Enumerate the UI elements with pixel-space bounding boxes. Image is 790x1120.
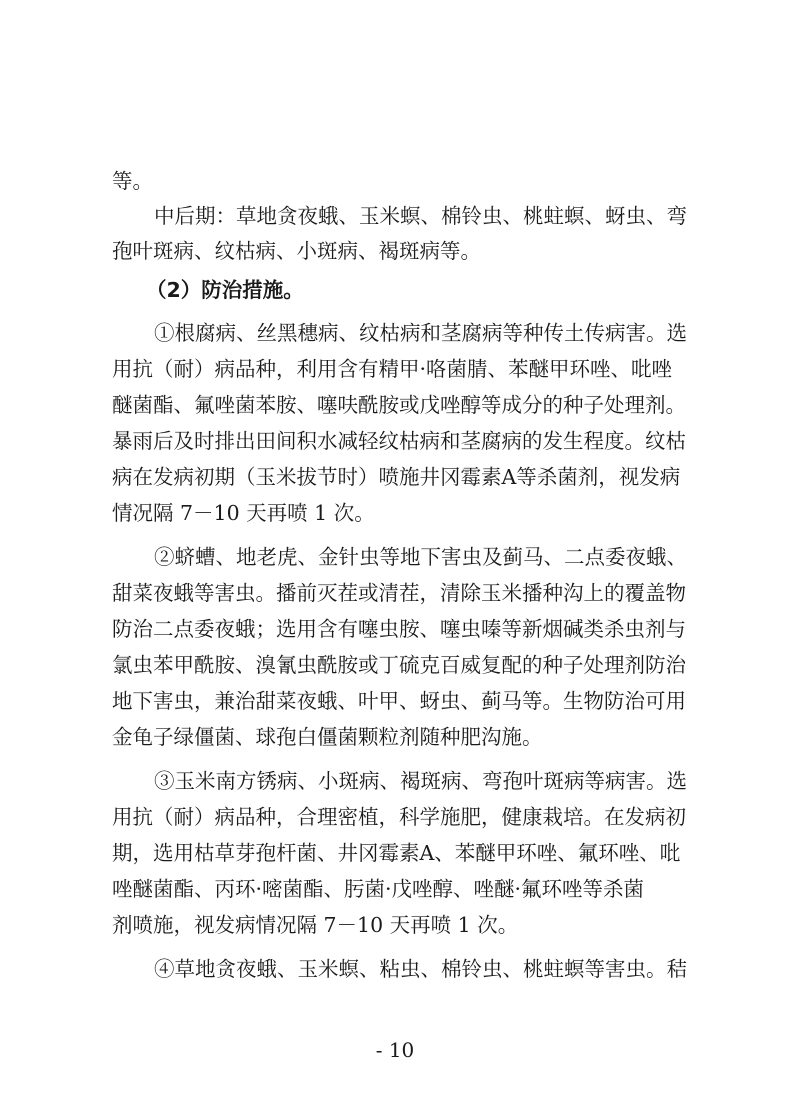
section-heading: （2）防治措施。 — [146, 278, 304, 302]
text-line: 中后期：草地贪夜蛾、玉米螟、棉铃虫、桃蛀螟、蚜虫、弯 — [154, 204, 687, 228]
text-line: ①根腐病、丝黑穗病、纹枯病和茎腐病等种传土传病害。选 — [154, 321, 687, 345]
text-line: 期，选用枯草芽孢杆菌、井冈霉素A、苯醚甲环唑、氟环唑、吡 — [112, 841, 681, 865]
text-line: 用抗（耐）病品种，合理密植，科学施肥，健康栽培。在发病初 — [112, 805, 686, 829]
text-line: 剂喷施，视发病情况隔 7－10 天再喷 1 次。 — [112, 913, 519, 937]
page-number: - 10 — [375, 1038, 415, 1062]
text-line: 氯虫苯甲酰胺、溴氰虫酰胺或丁硫克百威复配的种子处理剂防治 — [112, 653, 686, 677]
text-line: 用抗（耐）病品种，利用含有精甲·咯菌腈、苯醚甲环唑、吡唑 — [112, 357, 673, 381]
text-line: 金龟子绿僵菌、球孢白僵菌颗粒剂随种肥沟施。 — [112, 725, 543, 749]
text-line: 等。 — [112, 169, 153, 193]
text-line: 唑醚菌酯、丙环·嘧菌酯、肟菌·戊唑醇、唑醚·氟环唑等杀菌 — [112, 877, 645, 901]
text-line: 甜菜夜蛾等害虫。播前灭茬或清茬，清除玉米播种沟上的覆盖物 — [112, 581, 686, 605]
text-line: 情况隔 7－10 天再喷 1 次。 — [112, 501, 375, 525]
text-line: 孢叶斑病、纹枯病、小斑病、褐斑病等。 — [112, 239, 481, 263]
text-line: 暴雨后及时排出田间积水减轻纹枯病和茎腐病的发生程度。纹枯 — [112, 429, 686, 453]
text-line: 病在发病初期（玉米拔节时）喷施井冈霉素A等杀菌剂，视发病 — [112, 465, 681, 489]
text-line: ④草地贪夜蛾、玉米螟、粘虫、棉铃虫、桃蛀螟等害虫。秸 — [154, 957, 687, 981]
text-line: ③玉米南方锈病、小斑病、褐斑病、弯孢叶斑病等病害。选 — [154, 769, 687, 793]
text-line: 地下害虫，兼治甜菜夜蛾、叶甲、蚜虫、蓟马等。生物防治可用 — [112, 689, 686, 713]
text-line: ②蛴螬、地老虎、金针虫等地下害虫及蓟马、二点委夜蛾、 — [154, 545, 687, 569]
text-line: 醚菌酯、氟唑菌苯胺、噻呋酰胺或戊唑醇等成分的种子处理剂。 — [112, 393, 686, 417]
text-line: 防治二点委夜蛾；选用含有噻虫胺、噻虫嗪等新烟碱类杀虫剂与 — [112, 617, 686, 641]
